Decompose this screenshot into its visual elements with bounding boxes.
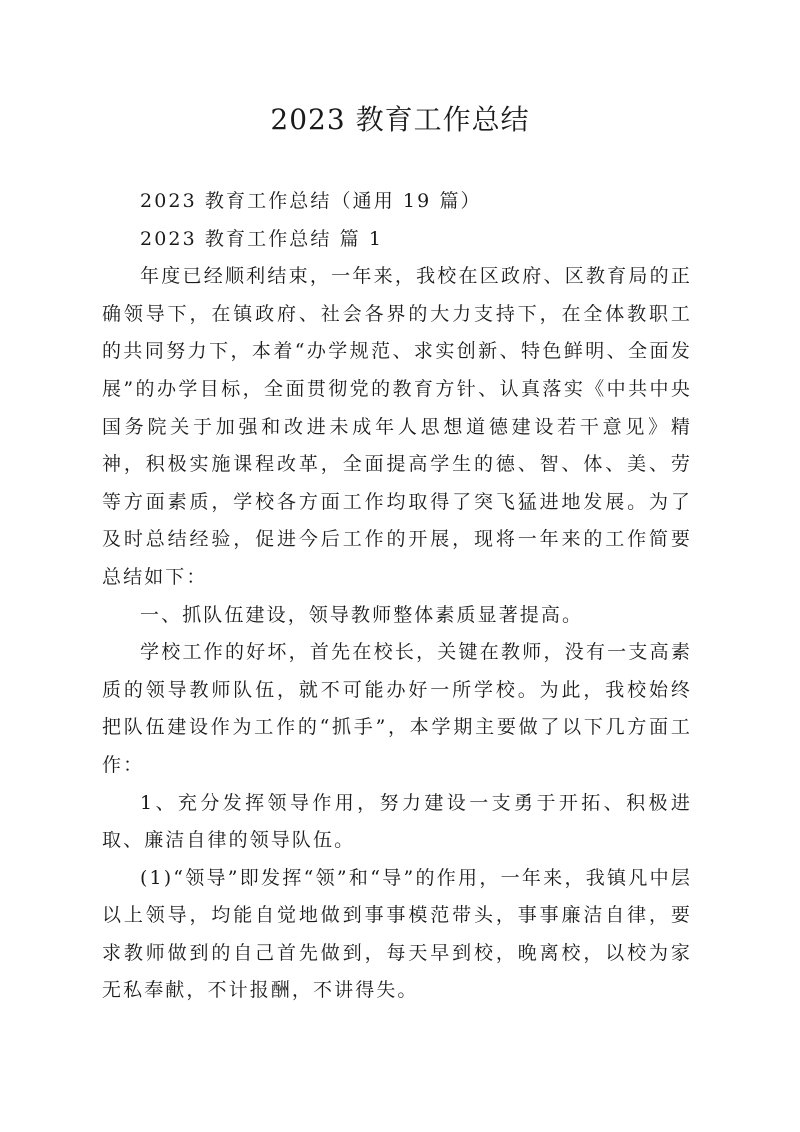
document-body <box>102 183 692 1010</box>
body-paragraph-2: (1)“领导”即发挥“领”和“导”的作用，一年来，我镇凡中层以上领导，均能自觉地做到事事模范带头，事事廉洁自律，要求教师做到的自己首先做到，每天早到校，晚离校，以校为家无私奉献，不计报酬，不讲得失。 <box>102 866 692 1002</box>
intro-paragraph: 年度已经顺利结束，一年来，我校在区政府、区教育局的正确领导下，在镇政府、社会各界的大力支持下，在全体教职工的共同努力下，本着“办学规范、求实创新、特色鲜明、全面发展”的办学目标，全面贯彻党的教育方针、认真落实《中共中央国务院关于加强和改进未成年人思想道德建设若干意见》精神，积极实施课程改革，全面提高学生的德、智、体、美、劳等方面素质，学校各方面工作均取得了突飞猛进地发展。为了及时总结经验，促进今后工作的开展，现将一年来的工作简要总结如下： <box>102 265 692 588</box>
document-title: 2023 教育工作总结 <box>270 103 530 136</box>
section-heading-paragraph: 2023 教育工作总结 篇 1 <box>140 227 384 250</box>
heading-paragraph-1: 一、抓队伍建设，领导教师整体素质显著提高。 <box>140 603 584 626</box>
body-paragraph-1: 学校工作的好坏，首先在校长，关键在教师，没有一支高素质的领导教师队伍，就不可能办好一所学校。为此，我校始终把队伍建设作为工作的“抓手”，本学期主要做了以下几方面工作： <box>102 641 692 776</box>
subtitle-paragraph: 2023 教育工作总结（通用 19 篇） <box>140 190 482 212</box>
subheading-paragraph-1: 1、充分发挥领导作用，努力建设一支勇于开拓、积极进取、廉洁自律的领导队伍。 <box>102 791 692 852</box>
